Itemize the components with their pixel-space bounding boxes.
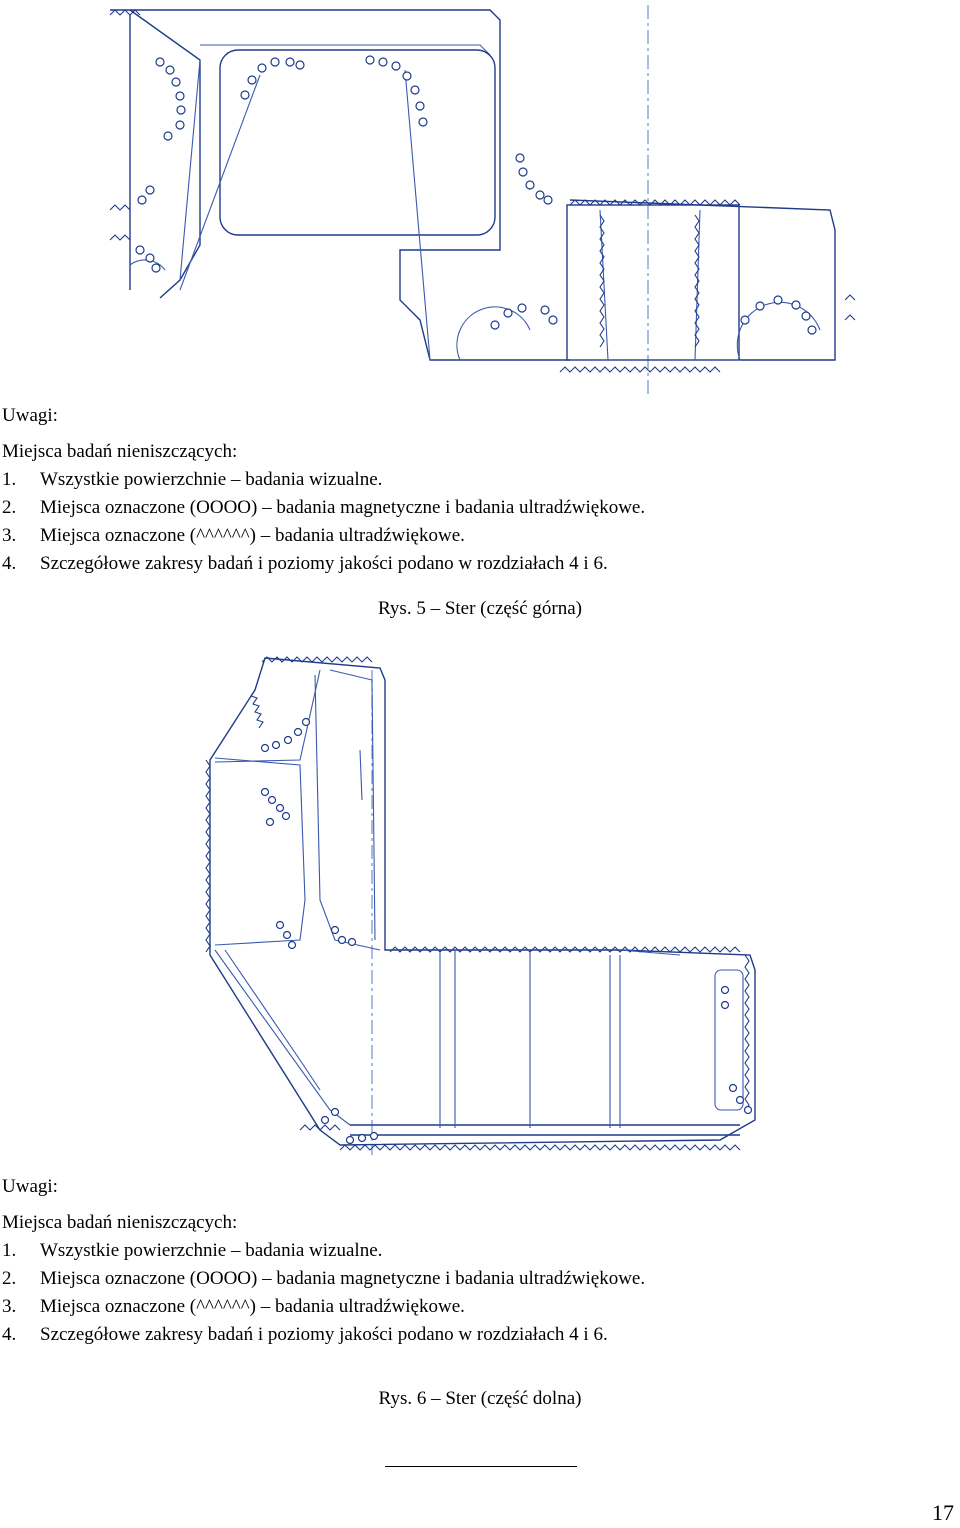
note-item: 3. Miejsca oznaczone (^^^^^^) – badania ultradźwiękowe. <box>2 1296 465 1317</box>
rudder-lower-drawing <box>0 650 960 1160</box>
notes-subheading: Miejsca badań nieniszczących: <box>2 1212 238 1233</box>
note-item: 1. Wszystkie powierzchnie – badania wizualne. <box>2 1240 383 1261</box>
notes-figure-6 <box>2 1173 645 1349</box>
note-item: 4. Szczegółowe zakresy badań i poziomy jakości podano w rozdziałach 4 i 6. <box>2 1324 608 1345</box>
rudder-upper-drawing <box>0 0 960 400</box>
note-item: 2. Miejsca oznaczone (OOOO) – badania magnetyczne i badania ultradźwiękowe. <box>2 497 646 518</box>
notes-heading: Uwagi: <box>2 1176 58 1197</box>
figure-5-caption: Rys. 5 – Ster (część górna) <box>378 598 582 619</box>
note-item: 3. Miejsca oznaczone (^^^^^^) – badania ultradźwiękowe. <box>2 525 465 546</box>
note-item: 1. Wszystkie powierzchnie – badania wizualne. <box>2 469 383 490</box>
notes-heading: Uwagi: <box>2 405 58 426</box>
notes-subheading: Miejsca badań nieniszczących: <box>2 441 238 462</box>
note-item: 2. Miejsca oznaczone (OOOO) – badania magnetyczne i badania ultradźwiękowe. <box>2 1268 646 1289</box>
figure-6-caption: Rys. 6 – Ster (część dolna) <box>378 1388 582 1409</box>
footer-rule <box>385 1466 577 1467</box>
notes-figure-5 <box>2 402 645 578</box>
note-item: 4. Szczegółowe zakresy badań i poziomy jakości podano w rozdziałach 4 i 6. <box>2 553 608 574</box>
page-number: 17 <box>932 1500 954 1525</box>
